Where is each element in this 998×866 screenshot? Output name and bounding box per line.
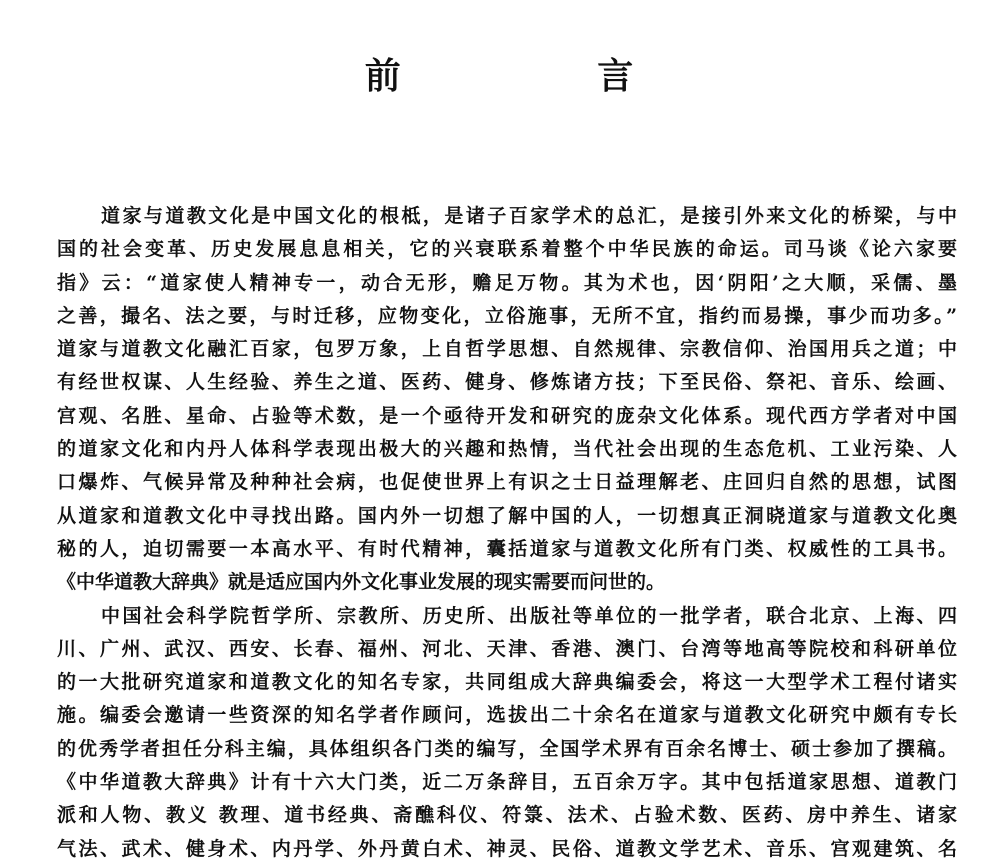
text-line: 的一大批研究道家和道教文化的知名专家，共同组成大辞典编委会，将这一大型学术工程付诸实 [57,671,957,694]
preface-body [57,200,957,866]
text-line: 有经世权谋、人生经验、养生之道、医药、健身、修炼诸方技；下至民俗、祭祀、音乐、绘画、 [57,371,957,394]
text-line: 之善，撮名、法之要，与时迁移，应物变化，立俗施事，无所不宜，指约而易操，事少而功多。” [57,304,957,327]
text-line: 指》云：“道家使人精神专一，动合无形，赡足万物。其为术也，因‘阴阳’之大顺，采儒、墨 [57,271,957,294]
text-line: 的道家文化和内丹人体科学表现出极大的兴趣和热情，当代社会出现的生态危机、工业污染、人 [57,438,957,461]
text-line: 《中华道教大辞典》就是适应国内外文化事业发展的现实需要而问世的。 [57,571,666,594]
text-line: 口爆炸、气候异常及种种社会病，也促使世界上有识之士日益理解老、庄回归自然的思想，试图 [57,471,957,494]
text-line: 气法、武术、健身术、内丹学、外丹黄白术、神灵、民俗、道教文学艺术、音乐、宫观建筑、名 [57,837,957,860]
text-line: 从道家和道教文化中寻找出路。国内外一切想了解中国的人，一切想真正洞晓道家与道教文化奥 [57,504,957,527]
page-title: 前 言 [364,55,726,97]
text-line: 道家与道教文化是中国文化的根柢，是诸子百家学术的总汇，是接引外来文化的桥梁，与中 [101,205,957,227]
text-line: 宫观、名胜、星命、占验等术数，是一个亟待开发和研究的庞杂文化体系。现代西方学者对中国 [57,404,957,427]
text-line: 施。编委会邀请一些资深的知名学者作顾问，选拔出二十余名在道家与道教文化研究中颇有专长 [57,704,957,727]
text-line: 《中华道教大辞典》计有十六大门类，近二万条辞目，五百余万字。其中包括道家思想、道教门 [57,771,957,794]
text-line: 的优秀学者担任分科主编，具体组织各门类的编写，全国学术界有百余名博士、硕士参加了撰稿。 [57,737,957,760]
text-line: 中国社会科学院哲学所、宗教所、历史所、出版社等单位的一批学者，联合北京、上海、四 [101,604,957,627]
text-line: 川、广州、武汉、西安、长春、福州、河北、天津、香港、澳门、台湾等地高等院校和科研单位 [57,637,957,660]
text-line: 秘的人，迫切需要一本高水平、有时代精神，囊括道家与道教文化所有门类、权威性的工具书。 [57,537,957,560]
text-line: 派和人物、教义 教理、道书经典、斋醮科仪、符箓、法术、占验术数、医药、房中养生、诸家 [57,804,957,827]
text-line: 国的社会变革、历史发展息息相关，它的兴衰联系着整个中华民族的命运。司马谈《论六家要 [57,238,957,261]
text-line: 道家与道教文化融汇百家，包罗万象，上自哲学思想、自然规律、宗教信仰、治国用兵之道；中 [57,338,957,361]
